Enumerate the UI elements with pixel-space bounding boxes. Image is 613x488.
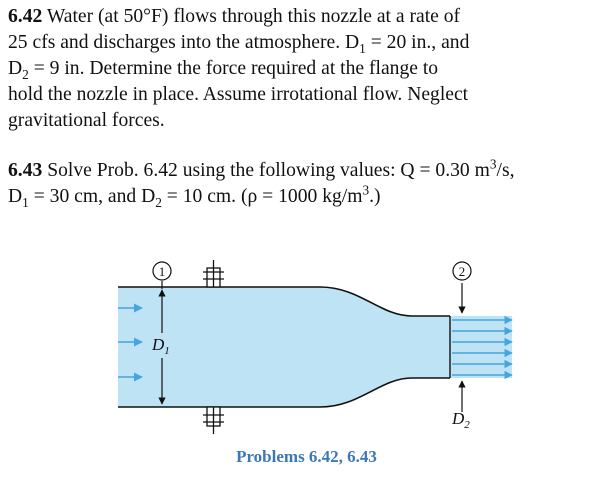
section-1-label: 1 <box>158 264 166 279</box>
flange-bottom-icon <box>203 407 224 434</box>
figure-caption: Problems 6.42, 6.43 <box>236 447 377 466</box>
section-2-label: 2 <box>458 264 466 279</box>
problem-text: Water (at 50°F) flows through this nozzle at a rate of <box>42 6 461 27</box>
d2-subscript: 2 <box>464 419 470 431</box>
d1-subscript: 1 <box>164 345 170 357</box>
problem-number: 6.42 <box>8 6 43 27</box>
superscript: 3 <box>362 182 370 198</box>
superscript: 3 <box>489 156 497 172</box>
problem-text: = 20 in., and <box>365 32 470 53</box>
problem-text: Solve Prob. 6.42 using the following values: Q = 0.30 m <box>42 160 490 181</box>
subscript: 2 <box>155 194 162 210</box>
problem-text: = 9 in. Determine the force required at the flange to <box>28 58 439 79</box>
subscript: 1 <box>22 194 29 210</box>
problem-text: .) <box>369 186 381 207</box>
problem-number: 6.43 <box>8 160 43 181</box>
problem-text: D <box>8 58 23 79</box>
flange-top-icon <box>203 260 224 287</box>
subscript: 1 <box>359 40 366 56</box>
svg-text:D2 <box>451 409 470 431</box>
problem-6-43 <box>8 158 608 210</box>
nozzle-figure <box>0 250 613 445</box>
outlet-jet <box>450 316 512 378</box>
problem-text: gravitational forces. <box>8 110 165 131</box>
problem-6-42 <box>8 4 608 134</box>
subscript: 2 <box>22 66 29 82</box>
problem-text: = 30 cm, and D <box>28 186 156 207</box>
problem-text: hold the nozzle in place. Assume irrotational flow. Neglect <box>8 84 469 105</box>
problem-text: = 10 cm. (ρ = 1000 kg/m <box>161 186 363 207</box>
d1-label: D <box>152 335 165 354</box>
problem-text: D <box>8 186 23 207</box>
d2-label: D <box>452 409 465 428</box>
problem-text: /s, <box>496 160 515 181</box>
problem-text: 25 cfs and discharges into the atmosphere. D <box>8 32 360 53</box>
